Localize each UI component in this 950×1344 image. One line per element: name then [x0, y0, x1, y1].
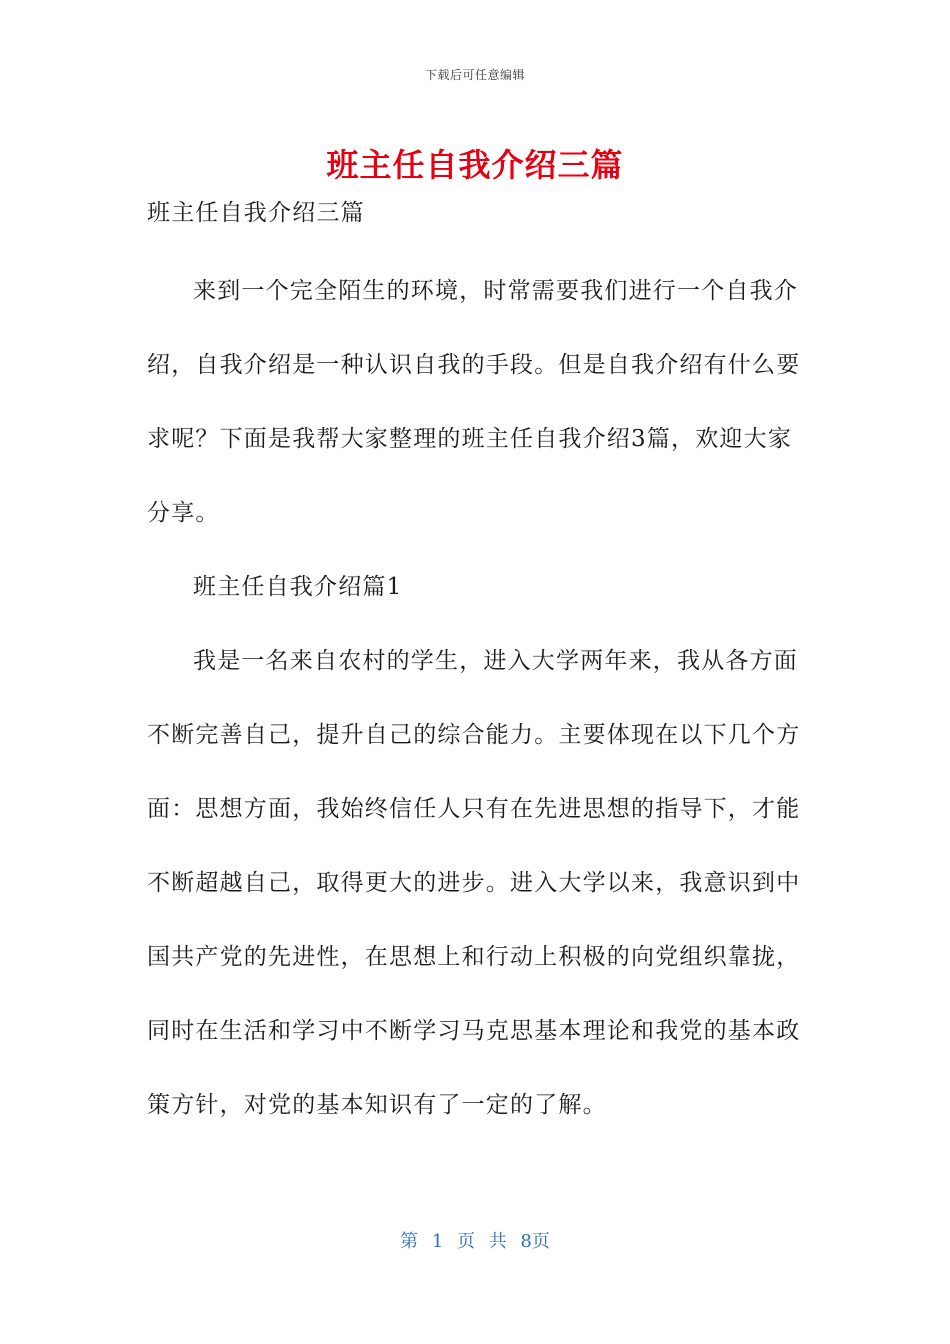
intro-line-3: 求呢？下面是我帮大家整理的班主任自我介绍3篇，欢迎大家 [147, 426, 793, 452]
header-note: 下载后可任意编辑 [424, 68, 525, 82]
intro-line-4: 分享。 [147, 500, 220, 526]
document-title: 班主任自我介绍三篇 [326, 146, 624, 184]
section1-line-6: 同时在生活和学习中不断学习马克思基本理论和我党的基本政 [147, 1018, 801, 1044]
intro-line-2: 绍，自我介绍是一种认识自我的手段。但是自我介绍有什么要 [147, 352, 801, 378]
section1-line-2: 不断完善自己，提升自己的综合能力。主要体现在以下几个方 [147, 722, 801, 748]
page-footer: 第 1 页 共 8页 [400, 1231, 550, 1252]
intro-line-1: 来到一个完全陌生的环境，时常需要我们进行一个自我介 [193, 278, 798, 304]
section1-line-7: 策方针，对党的基本知识有了一定的了解。 [147, 1092, 607, 1118]
section1-line-4: 不断超越自己，取得更大的进步。进入大学以来，我意识到中 [147, 870, 801, 896]
section1-line-1: 我是一名来自农村的学生，进入大学两年来，我从各方面 [193, 648, 798, 674]
section1-line-3: 面：思想方面，我始终信任人只有在先进思想的指导下，才能 [147, 796, 801, 822]
section1-heading: 班主任自我介绍篇1 [193, 574, 403, 600]
section1-line-5: 国共产党的先进性，在思想上和行动上积极的向党组织靠拢， [147, 944, 801, 970]
subtitle: 班主任自我介绍三篇 [147, 200, 365, 226]
document-body [147, 198, 801, 1120]
